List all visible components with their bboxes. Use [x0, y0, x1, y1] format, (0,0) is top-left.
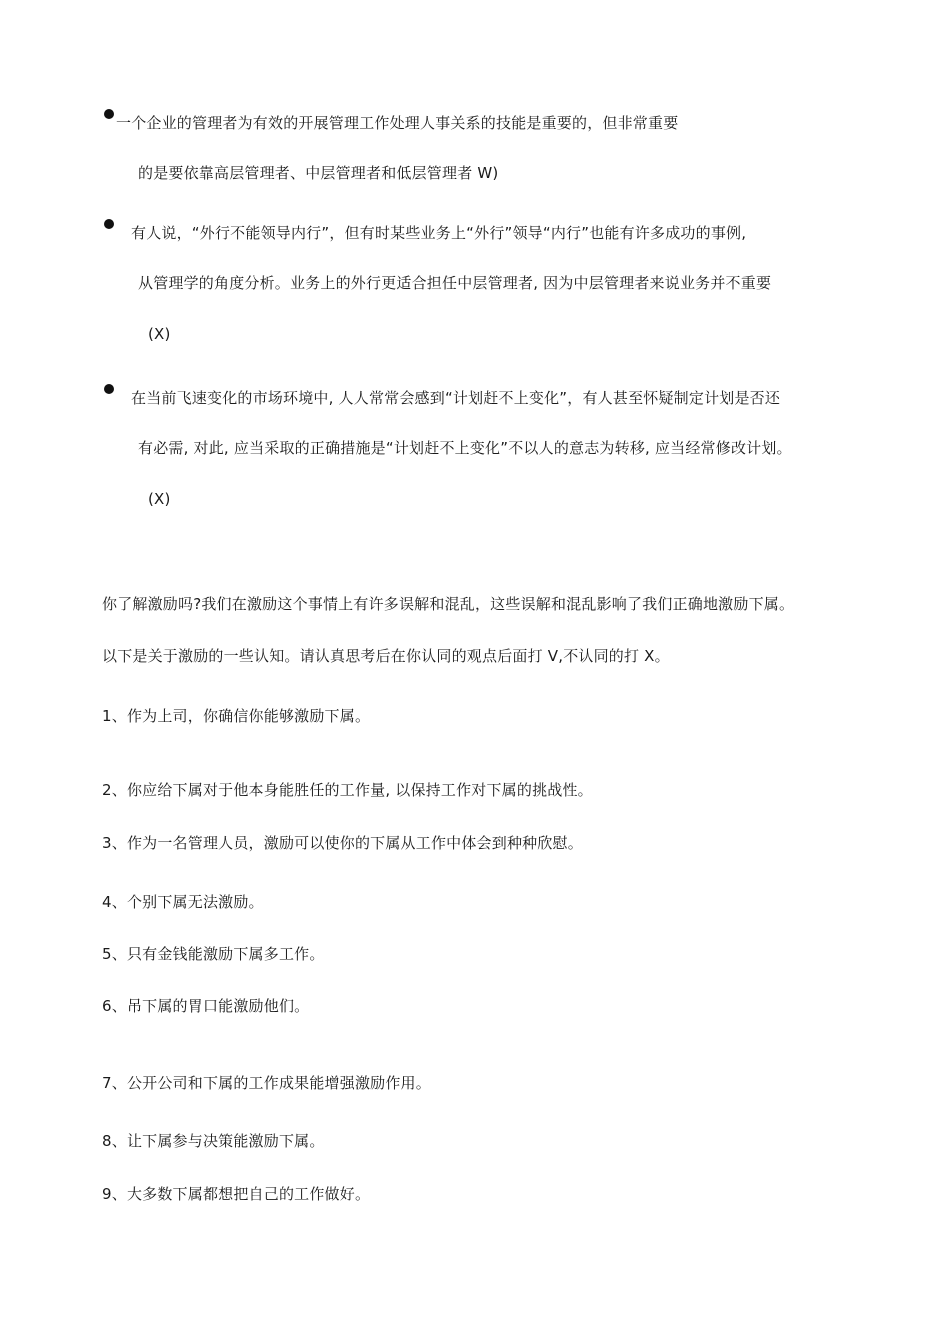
- intro-line-2: 以下是关于激励的一些认知。请认真思考后在你认同的观点后面打 V,不认同的打 X。: [102, 647, 670, 665]
- statement-5: 5、只有金钱能激励下属多工作。: [102, 945, 325, 963]
- bullet-icon: [104, 109, 114, 119]
- statement-2: 2、你应给下属对于他本身能胜任的工作量, 以保持工作对下属的挑战性。: [102, 781, 593, 799]
- statement-3: 3、作为一名管理人员，激励可以使你的下属从工作中体会到种种欣慰。: [102, 834, 583, 852]
- intro-line-1: 你了解激励吗?我们在激励这个事情上有许多误解和混乱，这些误解和混乱影响了我们正确地激励下属。: [102, 595, 795, 613]
- item-2-answer: (X): [148, 325, 171, 343]
- item-2-line-2: 从管理学的角度分析。业务上的外行更适合担任中层管理者, 因为中层管理者来说业务并不重要: [138, 274, 772, 292]
- statement-8: 8、让下属参与决策能激励下属。: [102, 1132, 325, 1150]
- statement-1: 1、作为上司，你确信你能够激励下属。: [102, 707, 371, 725]
- item-2-line-1: 有人说，“外行不能领导内行”，但有时某些业务上“外行”领导“内行”也能有许多成功的事例,: [131, 224, 747, 242]
- item-3-answer: (X): [148, 490, 171, 508]
- item-3-line-1: 在当前飞速变化的市场环境中, 人人常常会感到“计划赶不上变化”，有人甚至怀疑制定计划是否还: [131, 389, 781, 407]
- statement-9: 9、大多数下属都想把自己的工作做好。: [102, 1185, 371, 1203]
- item-1-line-1: 一个企业的管理者为有效的开展管理工作处理人事关系的技能是重要的，但非常重要: [116, 114, 679, 132]
- bullet-icon: [104, 219, 114, 229]
- bullet-icon: [104, 384, 114, 394]
- statement-7: 7、公开公司和下属的工作成果能增强激励作用。: [102, 1074, 431, 1092]
- statement-6: 6、吊下属的胃口能激励他们。: [102, 997, 310, 1015]
- item-1-line-2: 的是要依靠高层管理者、中层管理者和低层管理者 W): [138, 164, 499, 182]
- item-3-line-2: 有必需, 对此, 应当采取的正确措施是“计划赶不上变化”不以人的意志为转移, 应当经常修改计划。: [138, 439, 792, 457]
- statement-4: 4、个别下属无法激励。: [102, 893, 264, 911]
